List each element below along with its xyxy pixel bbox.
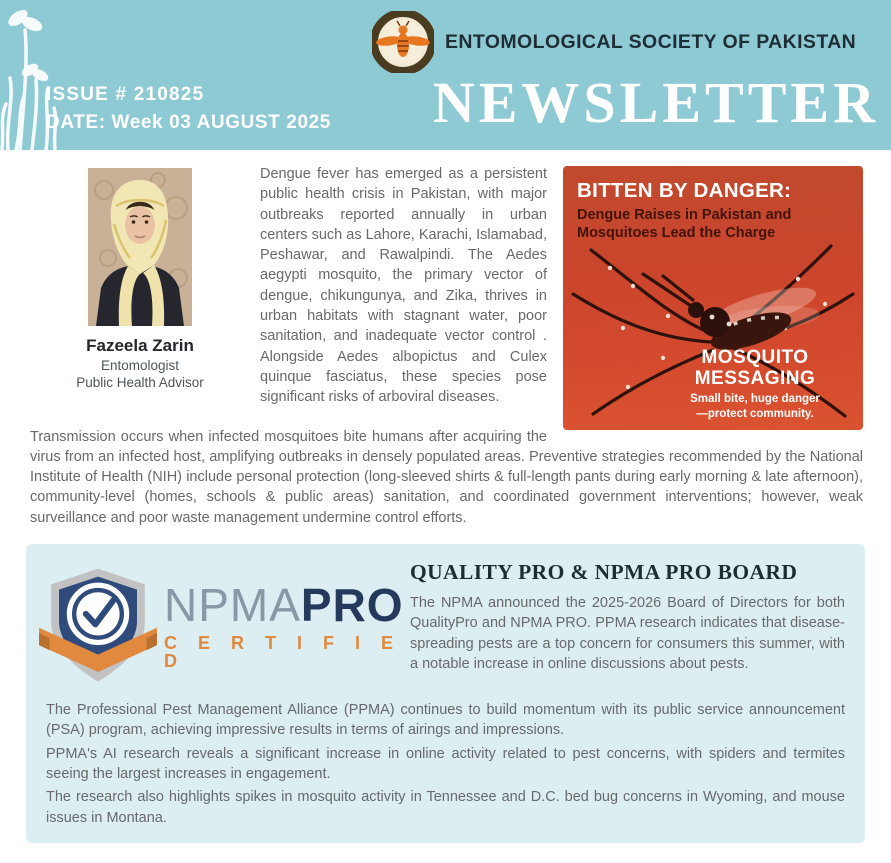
board-section-heading: QUALITY PRO & NPMA PRO BOARD	[410, 560, 798, 585]
author-name: Fazeela Zarin	[86, 336, 194, 355]
npma-pro-certified-badge	[46, 564, 404, 688]
npma-shield-icon	[46, 564, 150, 688]
author-card	[34, 168, 246, 390]
society-logo-icon	[372, 11, 434, 73]
article-paragraph-1: Dengue fever has emerged as a persistent public health crisis in Pakistan, with major outbreaks reported annually in urban centers such as Lahore, Karachi, Islamabad, Peshawar, and Rawalpindi. The Aedes aegypti mosquito, the primary vector of dengue, chikungunya, and Zika, thrives in urban habitats with stagnant water, poor sanitation, and inadequate vector control . Alongside Aedes albopictus and Culex quinque fasciatus, these species pose significant risks of arboviral diseases.	[260, 166, 547, 406]
npma-wordmark	[164, 579, 404, 672]
header	[0, 0, 891, 150]
article-paragraph-2: Transmission occurs when infected mosquitoes bite humans after acquiring the virus from an infected host, amplifying outbreaks in densely populated areas. Preventive strategies recommended by the National Institute of Health (NIH) include personal protection (long-sleeved shirts & full-length pants during early morning & late afternoon), community-level (homes, schools & public areas) sanitation, and coordinated government interventions; however, weak surveillance and poor waste management undermine control efforts.	[30, 428, 863, 526]
board-paragraph-3: The research also highlights spikes in mosquito activity in Tennessee and D.C. bed bug concerns in Wyoming, and mouse issues in Montana.	[46, 789, 845, 826]
issue-date: DATE: Week 03 AUGUST 2025	[46, 112, 331, 133]
poster-subheadline: Dengue Raises in Pakistan and Mosquitoes Lead the Charge	[577, 207, 792, 242]
poster-headline: BITTEN BY DANGER:	[577, 179, 792, 202]
board-paragraph-1: The Professional Pest Management Alliance (PPMA) continues to build momentum with its public service announcement (PSA) program, achieving impressive results in terms of airings and impressions.	[46, 702, 845, 739]
poster-tagline: Small bite, huge danger —protect community.	[690, 393, 820, 421]
newsletter-title: NEWSLETTER	[432, 70, 879, 135]
main-article	[0, 150, 891, 528]
poster-message-line1: MOSQUITO	[701, 346, 809, 368]
author-role-1: Entomologist	[100, 358, 180, 373]
npma-certified-text: C E R T I F I E D	[164, 633, 402, 672]
author-role-2: Public Health Advisor	[76, 375, 204, 390]
npma-brand-text: NPMA	[164, 579, 301, 632]
board-paragraphs	[46, 694, 845, 828]
author-photo	[88, 168, 192, 326]
brand-row	[372, 11, 856, 73]
dengue-poster	[563, 166, 863, 430]
society-name: ENTOMOLOGICAL SOCIETY OF PAKISTAN	[445, 30, 857, 53]
poster-message	[655, 347, 855, 422]
board-paragraph-2: PPMA's AI research reveals a significant increase in online activity related to pest concerns, with spiders and termites seeing the largest increases in engagement.	[46, 745, 845, 782]
board-intro-paragraph: The NPMA announced the 2025-2026 Board of Directors for both QualityPro and NPMA PRO. PPMA research indicates that disease-spreading pests are a top concern for consumers this summer, with a notable increase in online discussions about pests.	[410, 595, 845, 672]
npma-pro-text: PRO	[300, 579, 404, 632]
issue-number: ISSUE # 210825	[46, 84, 205, 105]
board-panel	[26, 544, 865, 843]
poster-message-line2: MESSAGING	[694, 367, 816, 389]
issue-block	[46, 84, 331, 134]
